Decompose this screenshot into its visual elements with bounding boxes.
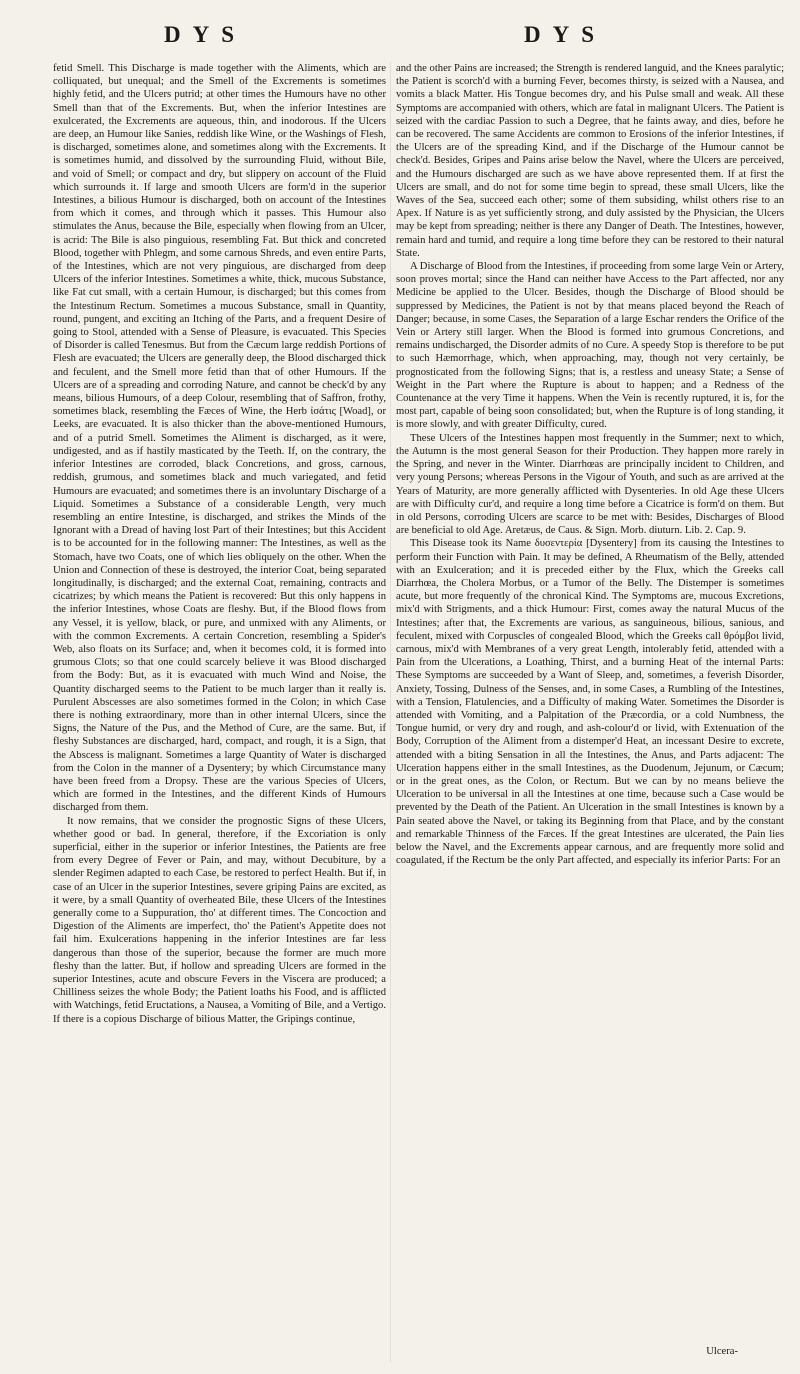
right-column (396, 62, 784, 1362)
paragraph: and the other Pains are increased; the Strength is rendered languid, and the Knees paralytic; the Patient is scorch'd with a burning Fever, becomes thirsty, is seized with a Nausea, and vomits a black Matter. His Tongue becomes dry, and his Pulse small and weak. All these Symptoms are accompanied with others, which are fatal in malignant Ulcers. The Patient is seized with the cardiac Passion to such a Degree, that he faints away, and dies, before he can be recovered. The same Accidents are common to Erosions of the inferior Intestines, if the Ulcers are of the spreading Kind, and if the Discharge of the Humour cannot be check'd. Besides, Gripes and Pains arise below the Navel, where the Ulcers are perceived, and the Humours discharged are such as we have above represented them. If at first the Ulcers are small, and do not for some time begin to spread, these small Ulcers, like the Waves of the Sea, succeed each other; some of them subsiding, whilst others rise to an Apex. If Nature is as yet sufficiently strong, and duly assisted by the Physician, the Ulcers may be kept from spreading; neither is there any Danger of Death. The Intestines, however, remain hard and tumid, and require a long time before they can be restored to their natural State. (396, 63, 784, 259)
paragraph: These Ulcers of the Intestines happen most frequently in the Summer; next to which, the Autumn is the most general Season for their Production. They happen more rarely in the Spring, and never in the Winter. Diarrhœas are principally incident to Children, and very young Persons; whereas Persons in the Vigour of Youth, and such as are arrived at the Years of Maturity, are more generally afflicted with Dysenteries. In old Age these Ulcers are with Difficulty cur'd, and require a long time before a Cicatrice is form'd on them. But in old Persons, corroding Ulcers are scarce to be met with: Besides, Discharges of Blood are beneficial to old Age. Aretæus, de Caus. & Sign. Morb. diuturn. Lib. 2. Cap. 9. (396, 432, 784, 537)
paragraph: fetid Smell. This Discharge is made together with the Aliments, which are colliquated, but unequal; and the Smell of the Excrements is sometimes highly fetid, and the Ulcers putrid; at other times the Humours have no other Smell than that of the Excrements. But, when the inferior Intestines are exulcerated, the Excrements are aqueous, thin, and inodorous. If the Ulcers are deep, an Humour like Sanies, reddish like Wine, or the Washings of Flesh, is discharged, sometimes alone, and sometimes along with the Excrements. It is sometimes humid, and dissolved by the surrounding Fluid, without Bile, and void of Smell; or compact and dry, but slippery on account of the Fluid which surrounds it. If large and smooth Ulcers are form'd in the superior Intestines, a bilious Humour is discharged, both on account of the Intestines from which it comes, and through which it passes. This Humour also stimulates the Anus, because the Bile, especially when flowing from an Ulcer, is acrid: The Bile is also pinguious, resembling Fat. But thick and concreted Blood, together with Phlegm, and some carnous Shreds, and even entire Parts, of the Intestines, which are not very pinguious, are discharged from deep Ulcers of the inferior Intestines. Sometimes a white, thick, mucous Substance, like Fat cut small, with a certain Humour, is discharged; but this comes from the Intestinum Rectum. Sometimes a mucous Substance, small in Quantity, round, pungent, and exciting an Itching of the Parts, and a frequent Desire of going to Stool, attended with a Sense of Pleasure, is evacuated. This Species of Disorder is called Tenesmus. But from the Cæcum large reddish Portions of Flesh are evacuated; the Ulcers are generally deep, the Blood discharged thick and feculent, and the Smell more fetid than that of other Humours. If the Ulcers are of a spreading and corroding Nature, and cannot be check'd by any means, bilious Humours, of a deep Colour, resembling that of Saffron, frothy, sometimes black, resembling the Fæces of Wine, the Herb ἰσάτις [Woad], or Leeks, are evacuated. It is also thicker than the above-mentioned Humours, and of a putrid Smell. Sometimes the Aliment is discharged, as it were, undigested, and as if hastily masticated by the Teeth. If, on the contrary, the inferior Intestines are corroded, black Concretions, and gross, carnous, reddish, grumous, and sometimes black and much variegated, and fetid Humours are evacuated; and sometimes there is an involuntary Discharge of a Liquid. Sometimes a Substance of a considerable Length, very much resembling an entire Intestine, is discharged, and strikes the Minds of the Ignorant with a Dread of having lost Part of their Intestines; but this Accident is to be accounted for in the following manner: The Intestines, as well as the Stomach, have two Coats, one of which lies obliquely on the other. When the Union and Connection of these is destroyed, the interior Coat, being separated longitudinally, is discharged; and the external Coat, remaining, contracts and cicatrizes; by which means the Patient is recovered: But this only happens in the inferior Intestines, whose Coats are fleshy. But, if the Blood flows from any Vessel, it is yellow, black, or pure, and unmixed with any Aliments, or with the common Excrements. A certain Concretion, resembling a Spider's Web, also floats on its Surface; and, when it becomes cold, it is formed into grumous Clots; so that one could scarcely believe it was Blood discharged from the Body: But, as it is evacuated with much Wind and Noise, the Quantity discharged seems to the Patient to be much larger than it really is. Purulent Abscesses are also sometimes formed in the Colon; in which Case there is nothing extraordinary, more than in other internal Ulcers, since the Signs, the Nature of the Pus, and the Method of Cure, are the same. But, if fleshy Substances are discharged, hard, compact, and rough, it is a Sign, that the Abscess is malignant. Sometimes a large Quantity of Water is discharged from the Colon in the manner of a Dysentery; by which Circumstance many have been freed from a Dropsy. These are the various Species of Ulcers, which are formed in the Intestines, and the different Kinds of Humours discharged from them. (53, 63, 386, 814)
column-divider (390, 62, 391, 1362)
running-head-right: DYS (524, 22, 607, 47)
running-head-left: DYS (164, 22, 247, 47)
left-column (53, 62, 386, 1362)
paragraph: It now remains, that we consider the prognostic Signs of these Ulcers, whether good or bad. In general, therefore, if the Excoriation is only superficial, either in the superior or inferior Intestines, the Patients are free from every Degree of Fever or Pain, and may, without Decubiture, by a slender Regimen adapted to each Case, be restored to perfect Health. But if, in case of an Ulcer in the superior Intestines, severe griping Pains are excited, as it were, by a small Quantity of overheated Bile, these Ulcers of the Intestines generally come to a Suppuration, tho' at different times. The Concoction and Digestion of the Aliments are imperfect, tho' the Patient's Appetite does not fail him. Exulcerations happening in the inferior Intestines are far less dangerous than those of the superior, because the former are much more fleshy than the latter. But, if hollow and spreading Ulcers are formed in the superior Intestines, acute and obscure Fevers in the Viscera are produced; a Chilliness seizes the whole Body; the Patient loaths his Food, and is afflicted with Watchings, fetid Eructations, a Nausea, a Vomiting of Bile, and a Vertigo. If there is a copious Discharge of bilious Matter, the Gripings continue, (53, 815, 386, 1025)
paragraph: A Discharge of Blood from the Intestines, if proceeding from some large Vein or Artery, soon proves mortal; since the Hand can neither have Access to the Part affected, nor any Medicine be applied to the Ulcer. Besides, though the Discharge of Blood should be suppressed by Medicines, the Patient is not by that means placed beyond the Reach of Danger; because, in some Cases, the Separation of a large Eschar renders the Orifice of the Vein or Artery still larger. When the Blood is formed into grumous Concretions, and remains undischarged, the Disorder admits of no Cure. A speedy Stop is therefore to be put to such Hæmorrhage, which, when approaching, may, though not very certainly, be prognosticated from the following Signs; that is, a restless and uneasy State; a Sense of Weight in the Part where the Rupture is about to happen; and a Redness of the Countenance at the very Time it happens. When the Vein is recently ruptured, it is, for the most part, capable of being soon consolidated; but, when the Rupture is of long standing, it is more slowly, and with greater Difficulty, cured. (396, 261, 784, 431)
catchword: Ulcera- (706, 1346, 738, 1357)
paragraph: This Disease took its Name δυσεντερία [Dysentery] from its causing the Intestines to perform their Function with Pain. It may be defined, A Rheumatism of the Belly, attended with an Exulceration; and it is preceded either by the Flux, which the Greeks call Diarrhœa, the Cholera Morbus, or a Tumor of the Belly. The Distemper is sometimes acute, but more frequently of the chronical Kind. The Symptoms are, mucous Excretions, mix'd with Strigments, and a thick Humour: First, comes away the natural Mucus of the Intestines; after that, the Excrements are various, as sanguineous, bilious, sanious, and feculent, mixed with Corpuscles of congealed Blood, which the Greeks call θρόμβοι livid, carnous, mix'd with Membranes of a very great Length, intolerably fetid, attended with a Pain from the Ulcerations, a Loathing, Thirst, and a burning Heat of the internal Parts: These Symptoms are succeeded by a Want of Sleep, and, sometimes, a feverish Disorder, Anxiety, Tossing, Dulness of the Senses, and, in some Cases, a Rumbling of the Intestines, with a Tension, Flatulencies, and a Difficulty of making Water. Sometimes the Disorder is attended with Vomiting, and a Palpitation of the Præcordia, or a cold Numbness, the Tongue humid, or very dry and rough, and ash-colour'd or livid, with Extenuation of the Body, Corruption of the Aliment from a distemper'd Heat, an incessant Desire to excrete, attended with a biting Sensation in all the Intestines, the Anus, and Parts adjacent: The Ulceration happens either in the small Intestines, as the Duodenum, Jejunum, or Cæcum; or in the great ones, as the Colon, or Rectum. But we can by no means believe the Ulceration to be universal in all the Intestines at one time, because such a Case would be prevented by the Death of the Patient. An Ulceration in the small Intestines is known by a Pain seated above the Navel, or taking its Beginning from that Place, and by the constant and remarkable Thinness of the Fæces. If the great Intestines are ulcerated, the Pain lies below the Navel, and the Excrements appear carnous, and are frequently more solid and coagulated, if the Rectum be the only Part affected, and especially its inferior Parts: For an (396, 538, 784, 867)
